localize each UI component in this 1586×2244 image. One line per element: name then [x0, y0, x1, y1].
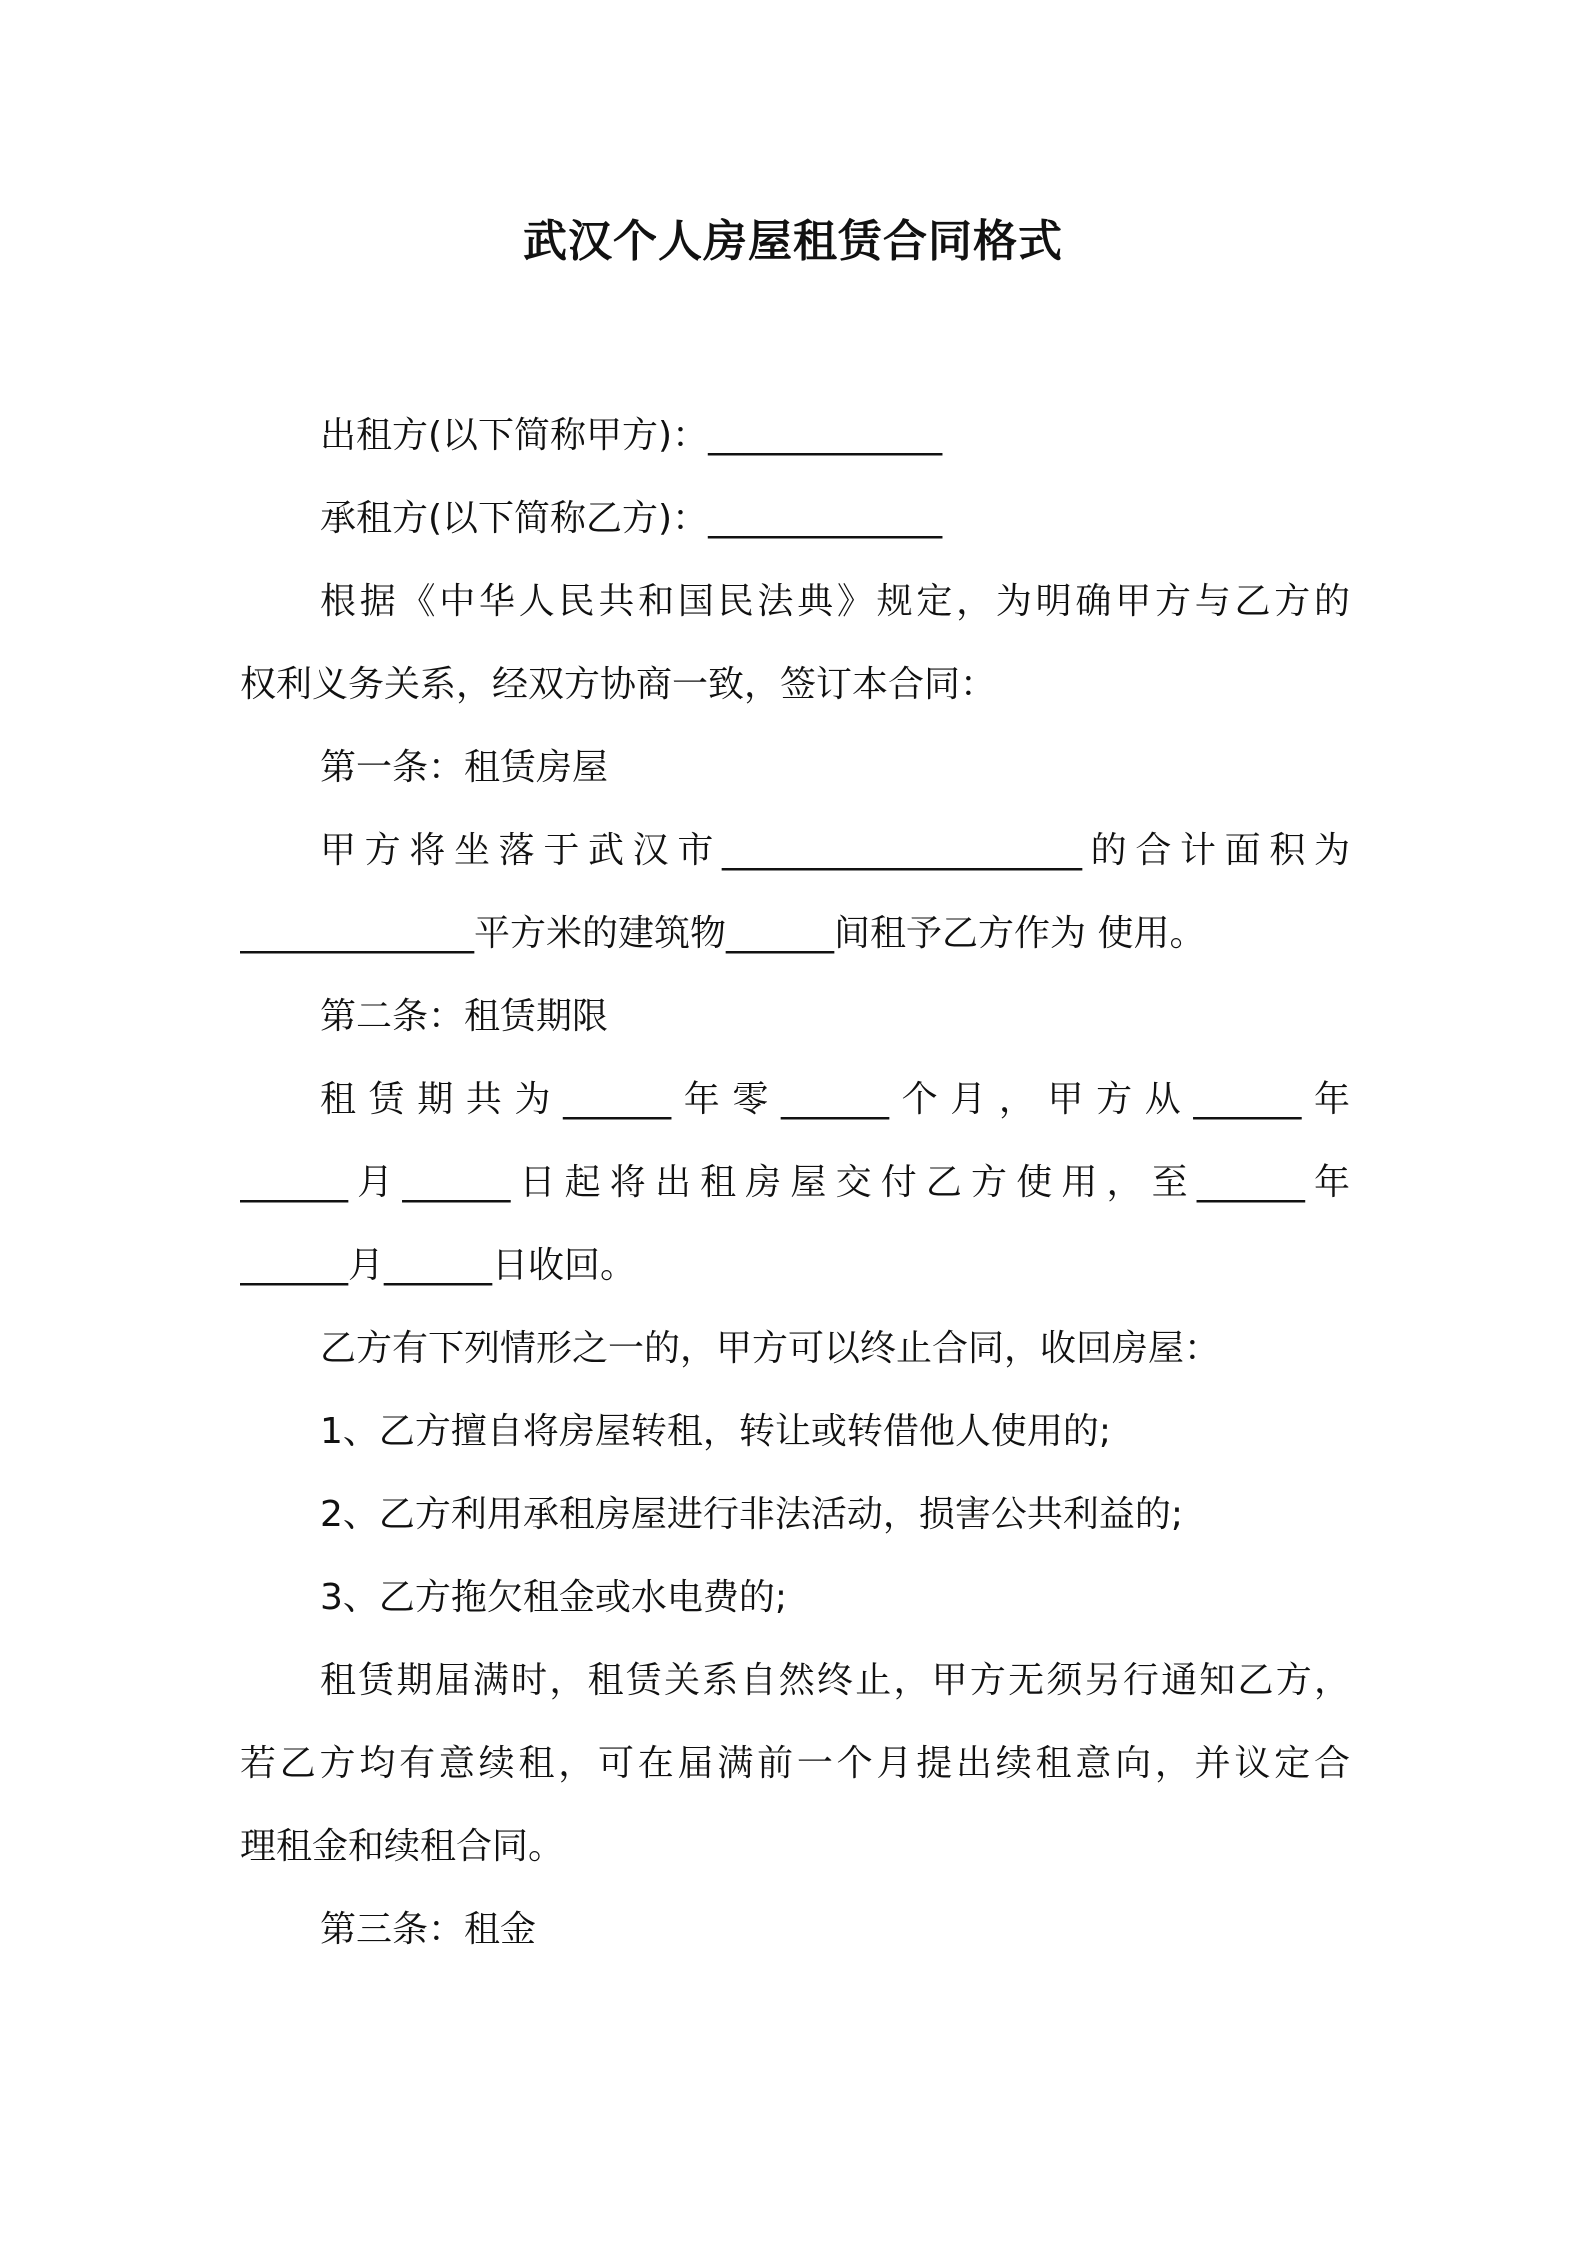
- termination-item-2: 2、乙方利用承租房屋进行非法活动，损害公共利益的;: [320, 1494, 1184, 1535]
- termination-intro: 乙方有下列情形之一的，甲方可以终止合同，收回房屋：: [320, 1328, 1221, 1369]
- preamble-line-1: 根据《中华人民共和国民法典》规定，为明确甲方与乙方的: [320, 581, 1350, 622]
- article-1-line-2: _____________平方米的建筑物______间租予乙方作为 使用。: [240, 913, 1206, 954]
- article-2-line-2: ______月______日起将出租房屋交付乙方使用，至______年: [240, 1162, 1350, 1203]
- lessor-line: 出租方(以下简称甲方)：_____________: [320, 415, 943, 456]
- article-2-line-3: ______月______日收回。: [240, 1245, 637, 1286]
- document-title: 武汉个人房屋租赁合同格式: [523, 216, 1063, 267]
- lessee-line: 承租方(以下简称乙方)：_____________: [320, 498, 943, 539]
- renewal-line-3: 理租金和续租合同。: [240, 1826, 565, 1867]
- renewal-line-2: 若乙方均有意续租，可在届满前一个月提出续租意向，并议定合: [240, 1743, 1350, 1784]
- article-1-heading: 第一条：租赁房屋: [320, 747, 609, 788]
- termination-item-1: 1、乙方擅自将房屋转租，转让或转借他人使用的;: [320, 1411, 1112, 1452]
- preamble-line-2: 权利义务关系，经双方协商一致，签订本合同：: [240, 664, 997, 705]
- termination-item-3: 3、乙方拖欠租金或水电费的;: [320, 1577, 788, 1618]
- article-3-heading: 第三条：租金: [320, 1909, 537, 1950]
- article-1-line-1: 甲方将坐落于武汉市____________________的合计面积为: [320, 830, 1350, 871]
- article-2-heading: 第二条：租赁期限: [320, 996, 609, 1037]
- article-2-line-1: 租赁期共为______年零______个月，甲方从______年: [320, 1079, 1350, 1120]
- renewal-line-1: 租赁期届满时，租赁关系自然终止，甲方无须另行通知乙方，: [320, 1660, 1350, 1701]
